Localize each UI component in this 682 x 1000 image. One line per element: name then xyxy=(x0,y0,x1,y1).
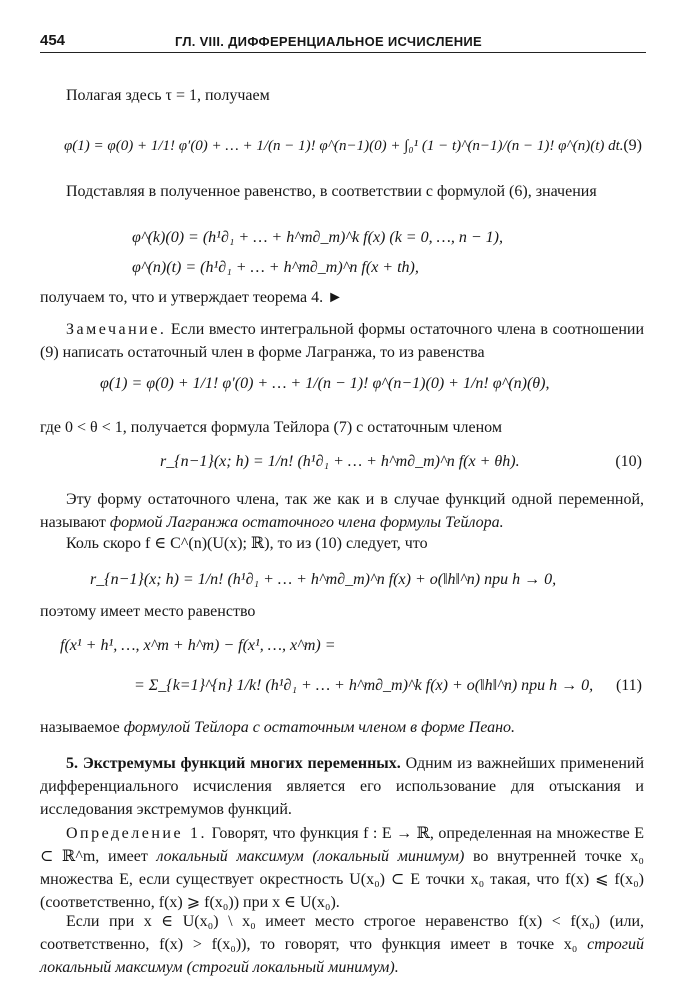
equation-number-10: (10) xyxy=(615,453,642,470)
equation-number-9: (9) xyxy=(623,137,642,154)
running-title: ГЛ. VIII. ДИФФЕРЕНЦИАЛЬНОЕ ИСЧИСЛЕНИЕ xyxy=(175,34,483,49)
paragraph-therefore: поэтому имеет место равенство xyxy=(40,603,256,620)
remark-body: Если вместо интегральной формы остаточного члена в соотношении (9) написать остаточный член в форме Лагранжа, то из равенства xyxy=(40,321,645,361)
remark-label: Замечание. xyxy=(66,321,167,338)
section-5-body: Одним из важнейших применений дифференциального исчисления является его использование для отыскания и исследования экстремумов функций. xyxy=(40,755,645,818)
equation-number-11: (11) xyxy=(615,677,642,694)
equation-9-text: φ(1) = φ(0) + 1/1! φ′(0) + … + 1/(n − 1)! φ^(n−1)(0) + ∫₀¹ (1 − t)^(n−1)/(n − 1)! φ^(n)(t) dt. xyxy=(64,138,624,154)
equation-lagrange: φ(1) = φ(0) + 1/1! φ′(0) + … + 1/(n − 1)! φ^(n−1)(0) + 1/n! φ^(n)(θ), xyxy=(100,375,550,392)
remark-paragraph xyxy=(40,318,644,364)
equation-11-line-2: = Σ_{k=1}^{n} 1/k! (h¹∂₁ + … + h^m∂_m)^k f(x) + o(‖h‖^n) при h → 0, xyxy=(134,677,594,694)
paragraph-lagrange-form xyxy=(40,488,644,534)
lagrange-form-text: Эту форму остаточного члена, так же как и в случае функций одной переменной, называют xyxy=(40,491,644,531)
paragraph-substitution: Подставляя в полученное равенство, в соответствии с формулой (6), значения xyxy=(66,183,597,200)
theorem-conclusion: получаем то, что и утверждает теорема 4. ► xyxy=(40,289,343,306)
peano-form-text: называемое xyxy=(40,719,120,736)
peano-form-term: формулой Тейлора с остаточным членом в форме Пеано. xyxy=(123,719,516,736)
definition-1-body-a: Говорят, что функция f : E → ℝ, определенная на множестве E ⊂ ℝ^m, имеет xyxy=(40,825,645,865)
paragraph-peano-form xyxy=(40,718,515,738)
paragraph-where-theta: где 0 < θ < 1, получается формула Тейлора (7) с остаточным членом xyxy=(40,419,502,436)
intro-line: Полагая здесь τ = 1, получаем xyxy=(66,87,270,104)
section-5-paragraph xyxy=(40,752,644,821)
definition-1-body-b: во внутренней точке x₀ множества E, если существует окрестность U(x₀) ⊂ E точки x₀ такая, что f(x) ⩽ f(x₀) (соответственно, f(x) ⩾ f(x₀)) при x ∈ U(x₀). xyxy=(40,848,645,911)
header-rule xyxy=(40,52,646,53)
definition-1-paragraph xyxy=(40,822,644,914)
page-number: 454 xyxy=(40,32,66,49)
strict-extremum-term: строгий локальный максимум (строгий локальный минимум). xyxy=(40,936,645,976)
section-5-title: 5. Экстремумы функций многих переменных. xyxy=(66,755,401,772)
equation-9 xyxy=(64,118,624,174)
equation-10: r_{n−1}(x; h) = 1/n! (h¹∂₁ + … + h^m∂_m)^n f(x + θh). xyxy=(160,453,520,470)
equation-phi-k: φ^(k)(0) = (h¹∂₁ + … + h^m∂_m)^k f(x) (k = 0, …, n − 1), xyxy=(132,229,503,246)
equation-11-line-1: f(x¹ + h¹, …, x^m + h^m) − f(x¹, …, x^m) = xyxy=(60,637,336,654)
equation-peano-remainder: r_{n−1}(x; h) = 1/n! (h¹∂₁ + … + h^m∂_m)^n f(x) + o(‖h‖^n) при h → 0, xyxy=(90,571,557,588)
definition-1-label: Определение 1. xyxy=(66,825,208,842)
paragraph-strict-extremum xyxy=(40,910,644,979)
definition-1-term: локальный максимум (локальный минимум) xyxy=(156,848,465,865)
strict-extremum-text: Если при x ∈ U(x₀) \ x₀ имеет место строгое неравенство f(x) < f(x₀) (или, соответственно, f(x) > f(x₀)), то говорят, что функция имеет в точке x₀ xyxy=(40,913,644,953)
paragraph-since: Коль скоро f ∈ C^(n)(U(x); ℝ), то из (10) следует, что xyxy=(66,535,428,552)
equation-phi-n: φ^(n)(t) = (h¹∂₁ + … + h^m∂_m)^n f(x + th), xyxy=(132,259,419,276)
lagrange-form-term: формой Лагранжа остаточного члена формулы Тейлора. xyxy=(109,514,504,531)
